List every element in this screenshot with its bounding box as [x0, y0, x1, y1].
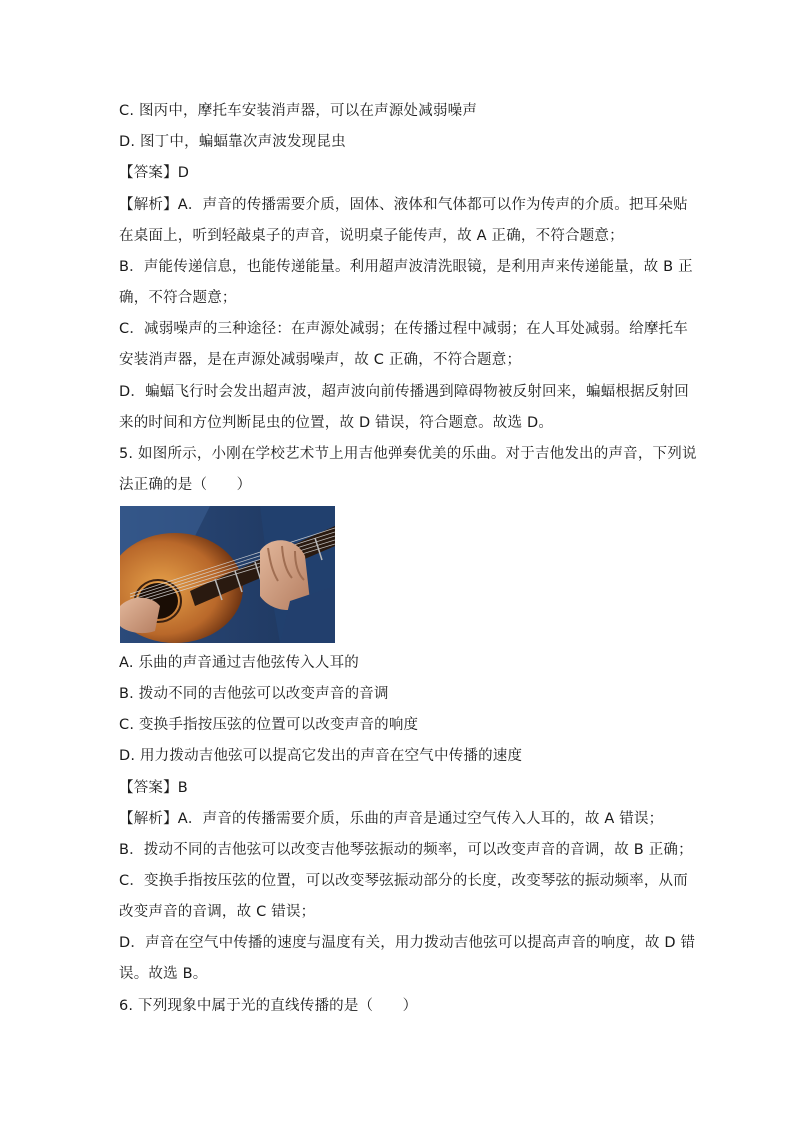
analysis-prev-line-1: 【解析】A．声音的传播需要介质，固体、液体和气体都可以作为传声的介质。把耳朵贴 — [119, 197, 688, 213]
option-c-prev: C. 图丙中，摩托车安装消声器，可以在声源处减弱噪声 — [119, 103, 478, 119]
question-5-line-1: 5. 如图所示，小刚在学校艺术节上用吉他弹奏优美的乐曲。对于吉他发出的声音，下列说 — [119, 446, 697, 462]
option-d: D. 用力拨动吉他弦可以提高它发出的声音在空气中传播的速度 — [119, 748, 523, 764]
analysis-line-3: C．变换手指按压弦的位置，可以改变琴弦振动部分的长度，改变琴弦的振动频率，从而 — [119, 873, 688, 889]
guitar-photo — [120, 506, 335, 643]
answer: 【答案】B — [119, 780, 188, 796]
analysis-prev-line-4: 确，不符合题意； — [119, 290, 237, 306]
analysis-line-2: B．拨动不同的吉他弦可以改变吉他琴弦振动的频率，可以改变声音的音调，故 B 正确； — [119, 842, 693, 858]
question-6: 6. 下列现象中属于光的直线传播的是（ ） — [119, 998, 418, 1014]
analysis-prev-line-2: 在桌面上，听到轻敲桌子的声音，说明桌子能传声，故 A 正确，不符合题意； — [119, 228, 624, 244]
option-a: A. 乐曲的声音通过吉他弦传入人耳的 — [119, 655, 359, 671]
analysis-prev-line-8: 来的时间和方位判断昆虫的位置，故 D 错误，符合题意。故选 D。 — [119, 415, 554, 431]
analysis-prev-line-7: D．蝙蝠飞行时会发出超声波，超声波向前传播遇到障碍物被反射回来，蝙蝠根据反射回 — [119, 384, 689, 400]
analysis-line-4: 改变声音的音调，故 C 错误； — [119, 904, 316, 920]
option-b: B. 拨动不同的吉他弦可以改变声音的音调 — [119, 686, 389, 702]
answer-prev: 【答案】D — [119, 165, 190, 181]
option-c: C. 变换手指按压弦的位置可以改变声音的响度 — [119, 717, 419, 733]
option-d-prev: D. 图丁中，蝙蝠靠次声波发现昆虫 — [119, 134, 346, 150]
analysis-prev-line-5: C．减弱噪声的三种途径：在声源处减弱；在传播过程中减弱；在人耳处减弱。给摩托车 — [119, 321, 688, 337]
analysis-line-5: D．声音在空气中传播的速度与温度有关，用力拨动吉他弦可以提高声音的响度，故 D 错 — [119, 935, 696, 951]
analysis-line-1: 【解析】A．声音的传播需要介质，乐曲的声音是通过空气传入人耳的，故 A 错误； — [119, 811, 664, 827]
analysis-prev-line-3: B．声能传递信息，也能传递能量。利用超声波清洗眼镜，是利用声来传递能量，故 B 正 — [119, 259, 693, 275]
analysis-line-6: 误。故选 B。 — [119, 966, 208, 982]
analysis-prev-line-6: 安装消声器，是在声源处减弱噪声，故 C 正确，不符合题意； — [119, 352, 522, 368]
question-5-line-2: 法正确的是（ ） — [119, 477, 252, 493]
